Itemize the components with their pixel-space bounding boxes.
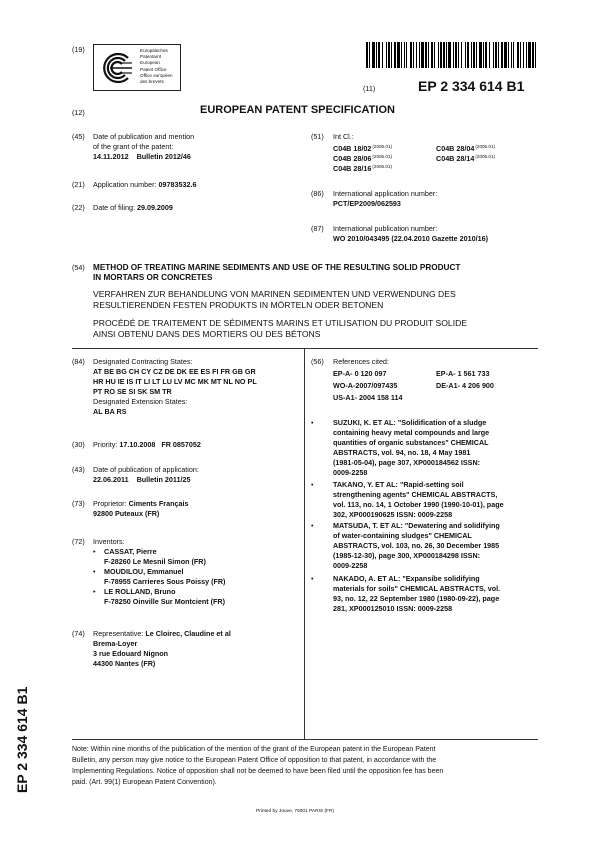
barcode-bar [391,42,392,68]
office-names [140,48,173,85]
intl-publication-value: WO 2010/043495 (22.04.2010 Gazette 2010/16) [333,234,489,243]
epo-logo-box [93,44,181,91]
barcode-bar [382,42,383,68]
title-de-line-1: VERFAHREN ZUR BEHANDLUNG VON MARINEN SEDIMENTEN UND VERWENDUNG DES [93,289,456,299]
barcode-bar [434,42,435,68]
barcode-bar [404,42,405,68]
barcode-bar [388,42,390,68]
application-number-label: Application number: [93,180,157,189]
inid-43: (43) [72,465,85,474]
barcode-bar [378,42,380,68]
office-name-de-1: Europäisches [140,48,168,53]
representative-label: Representative: [93,629,144,638]
representative-line-3: 44300 Nantes (FR) [93,659,156,668]
barcode-bar [479,42,482,68]
inventor-address: F-78250 Oinville Sur Montcient (FR) [104,597,226,606]
patent-ref-5: US-A1- 2004 158 114 [333,393,403,402]
patent-ref-2: EP-A- 1 561 733 [436,369,490,378]
title-fr-line-1: PROCÉDÉ DE TRAITEMENT DE SÉDIMENTS MARINS ET UTILISATION DU PRODUIT SOLIDE [93,318,468,328]
patent-ref-3: WO-A-2007/097435 [333,381,398,390]
note-line-1: Note: Within nine months of the publication of the mention of the grant of the European patent in the European Patent [72,746,436,753]
inid-45: (45) [72,132,85,141]
document-type-title: EUROPEAN PATENT SPECIFICATION [200,104,395,116]
intl-application-field [333,189,437,209]
application-publication-label: Date of publication of application: [93,465,199,474]
extension-states-label: Designated Extension States: [93,397,188,406]
int-class-1: C04B $18/02^{(2006.01)}$ [333,144,393,153]
barcode-bar [493,42,494,68]
grant-date-field [93,132,194,162]
barcode-bar [489,42,490,68]
reference-bullet: • [311,521,314,530]
title-english [93,263,460,283]
designated-states-line-2: HR HU IE IS IT LI LT LU LV MC MK MT NL NO PL [93,377,257,386]
barcode-bar [471,42,472,68]
barcode-bar [428,42,429,68]
int-class-2: C04B $28/04^{(2006.01)}$ [436,144,496,153]
int-class-5: C04B $28/16^{(2006.01)}$ [333,164,393,173]
barcode-bar [495,42,497,68]
representative-line-2: 3 rue Edouard Nignon [93,649,169,658]
inid-87: (87) [311,224,324,233]
inid-74: (74) [72,629,85,638]
inid-11: (11) [363,84,376,93]
barcode-bar [446,42,447,68]
inventor-item: • CASSAT, Pierre [93,547,157,556]
priority-label: Priority: [93,440,118,449]
barcode-bar [498,42,499,68]
inid-12: (12) [72,108,85,117]
patent-ref-1: EP-A- 0 120 097 [333,369,387,378]
note-line-4: paid. (Art. 99(1) European Patent Convention). [72,779,217,786]
barcode-bar [394,42,396,68]
inid-21: (21) [72,180,85,189]
inventor-item: • LE ROLLAND, Bruno [93,587,176,596]
office-name-en-1: European [140,60,160,66]
inid-72: (72) [72,537,85,546]
npl-reference-4: NAKADO, A. ET AL: "Expansibe solidifying materials for soils" CHEMICAL ABSTRACTS, vol. 93, no. 12, 22 September 1980 (1980-09-22), page 281, XP000125010 ISSN: 0009-2258 [333,574,501,613]
designated-states-line-3: PT RO SE SI SK SM TR [93,387,172,396]
filing-date-field [93,203,173,213]
proprietor-address: 92800 Puteaux (FR) [93,509,160,518]
grant-date-value: 14.11.2012 Bulletin 2012/46 [93,152,191,161]
npl-reference-1: SUZUKI, K. ET AL: "Solidification of a sludge containing heavy metal compounds and large quantities of organic substances" CHEMICAL ABSTRACTS, vol. 94, no. 18, 4 May 1981 (1981-05-04), page 307, XP000184562 ISSN: 0009-2258 [333,418,490,477]
designated-states [93,357,257,417]
grant-date-label-2: of the grant of the patent: [93,142,174,151]
barcode [366,42,538,68]
printer-credit: Printed by Jouve, 75001 PARIS (FR) [256,809,335,814]
title-french [93,318,467,340]
barcode-bar [410,42,412,68]
title-german [93,289,456,311]
representative-field [93,629,231,669]
npl-reference-3: MATSUDA, T. ET AL: "Dewatering and solidifying of water-containing sludges" CHEMICAL ABSTRACTS, vol. 103, no. 26, 30 December 1985 (1985-12-30), page 300, XP000184298 ISSN: 0009-2258 [333,521,500,570]
office-name-fr-2: des brevets [140,79,164,85]
extension-states-value: AL BA RS [93,407,127,416]
barcode-bar [461,42,462,68]
application-publication-field [93,465,199,485]
intl-application-value: PCT/EP2009/062593 [333,199,401,208]
barcode-bar [526,42,527,68]
barcode-bar [366,42,368,68]
barcode-bar [443,42,445,68]
barcode-bar [401,42,402,68]
office-name-en-2: Patent Office [140,66,167,72]
barcode-bar [397,42,400,68]
inid-73: (73) [72,499,85,508]
int-cl-label: Int Cl.: [333,132,354,141]
barcode-bar [485,42,487,68]
intl-publication-field [333,224,488,244]
proprietor-field [93,499,188,519]
barcode-bar [369,42,370,68]
application-number-value: 09783532.6 [158,180,197,189]
intl-publication-label: International publication number: [333,224,438,233]
office-name-de-2: Patentamt [140,54,161,60]
barcode-bar [535,42,536,68]
designated-states-line-1: AT BE BG CH CY CZ DE DK EE ES FI FR GB GR [93,367,256,376]
barcode-bar [517,42,519,68]
publication-number: EP 2 334 614 B1 [418,78,525,94]
title-en-line-2: IN MORTARS OR CONCRETES [93,273,213,282]
bottom-divider [72,739,538,740]
npl-reference-2: TAKANO, Y. ET AL: "Rapid-setting soil strengthening agents" CHEMICAL ABSTRACTS, vol. 113, no. 14, 1 October 1990 (1990-10-01), page 302, XP000190625 ISSN: 0009-2258 [333,480,504,519]
barcode-bar [448,42,451,68]
inid-84: (84) [72,357,85,366]
note-line-2: Bulletin, any person may give notice to the European Patent Office of opposition to that patent, in accordance with the [72,757,437,764]
reference-bullet: • [311,480,314,489]
barcode-bar [528,42,531,68]
barcode-bar [419,42,420,68]
barcode-bar [406,42,407,68]
reference-bullet: • [311,418,314,427]
barcode-bar [532,42,534,68]
barcode-bar [376,42,377,68]
barcode-bar [465,42,466,68]
representative-line-1: Brema-Loyer [93,639,138,648]
inid-51: (51) [311,132,324,141]
office-name-fr-1: Office européen [140,72,173,78]
barcode-bar [372,42,375,68]
application-publication-value: 22.06.2011 Bulletin 2011/25 [93,475,191,484]
barcode-bar [438,42,439,68]
barcode-bar [476,42,477,68]
proprietor-name: Ciments Français [128,499,189,508]
patent-ref-4: DE-A1- 4 206 900 [436,381,494,390]
inid-19: (19) [72,45,85,54]
designated-states-label: Designated Contracting States: [93,357,193,366]
barcode-bar [513,42,514,68]
inid-56: (56) [311,357,324,366]
priority-field [93,440,201,450]
note-line-3: Implementing Regulations. Notice of opposition shall not be deemed to have been filed until the opposition fee has been [72,768,444,775]
inid-54: (54) [72,263,85,272]
inid-30: (30) [72,440,85,449]
column-divider [304,348,305,739]
barcode-bar [455,42,457,68]
barcode-bar [501,42,503,68]
references-label: References cited: [333,357,389,366]
grant-date-label-1: Date of publication and mention [93,132,195,141]
section-divider [72,348,538,349]
inventors-label: Inventors: [93,537,125,546]
inid-22: (22) [72,203,85,212]
epo-logo-icon [98,49,136,87]
barcode-bar [421,42,424,68]
barcode-bar [473,42,475,68]
barcode-bar [511,42,512,68]
barcode-bar [431,42,433,68]
int-class-4: C04B $28/14^{(2006.01)}$ [436,154,496,163]
barcode-bar [416,42,417,68]
reference-bullet: • [311,574,314,583]
intl-application-label: International application number: [333,189,438,198]
proprietor-label: Proprietor: [93,499,127,508]
opposition-note [72,744,542,788]
barcode-bar [467,42,469,68]
barcode-bar [458,42,459,68]
title-fr-line-2: AINSI OBTENU DANS DES MORTIERS OU DES BÉTONS [93,329,321,339]
title-de-line-2: RESULTIERENDEN FESTEN PRODUKTS IN MÖRTELN ODER BETONEN [93,300,384,310]
inventor-address: F-78955 Carrieres Sous Poissy (FR) [104,577,226,586]
side-publication-number: EP 2 334 614 B1 [14,686,30,793]
priority-value: 17.10.2008 FR 0857052 [119,440,201,449]
barcode-bar [523,42,524,68]
title-en-line-1: METHOD OF TREATING MARINE SEDIMENTS AND USE OF THE RESULTING SOLID PRODUCT [93,263,461,272]
filing-date-label: Date of filing: [93,203,135,212]
barcode-bar [504,42,507,68]
barcode-bar [425,42,427,68]
inventors-list [93,547,225,607]
barcode-bar [453,42,454,68]
barcode-bar [386,42,387,68]
barcode-bar [483,42,484,68]
int-class-3: C04B $28/06^{(2006.01)}$ [333,154,393,163]
representative-name: Le Cloirec, Claudine et al [145,629,231,638]
application-number-field [93,180,197,190]
inventor-address: F-28260 Le Mesnil Simon (FR) [104,557,206,566]
inventor-item: • MOUDILOU, Emmanuel [93,567,184,576]
barcode-bar [440,42,442,68]
inid-86: (86) [311,189,324,198]
barcode-bar [520,42,521,68]
filing-date-value: 29.09.2009 [136,203,173,212]
barcode-bar [508,42,509,68]
barcode-bar [413,42,414,68]
